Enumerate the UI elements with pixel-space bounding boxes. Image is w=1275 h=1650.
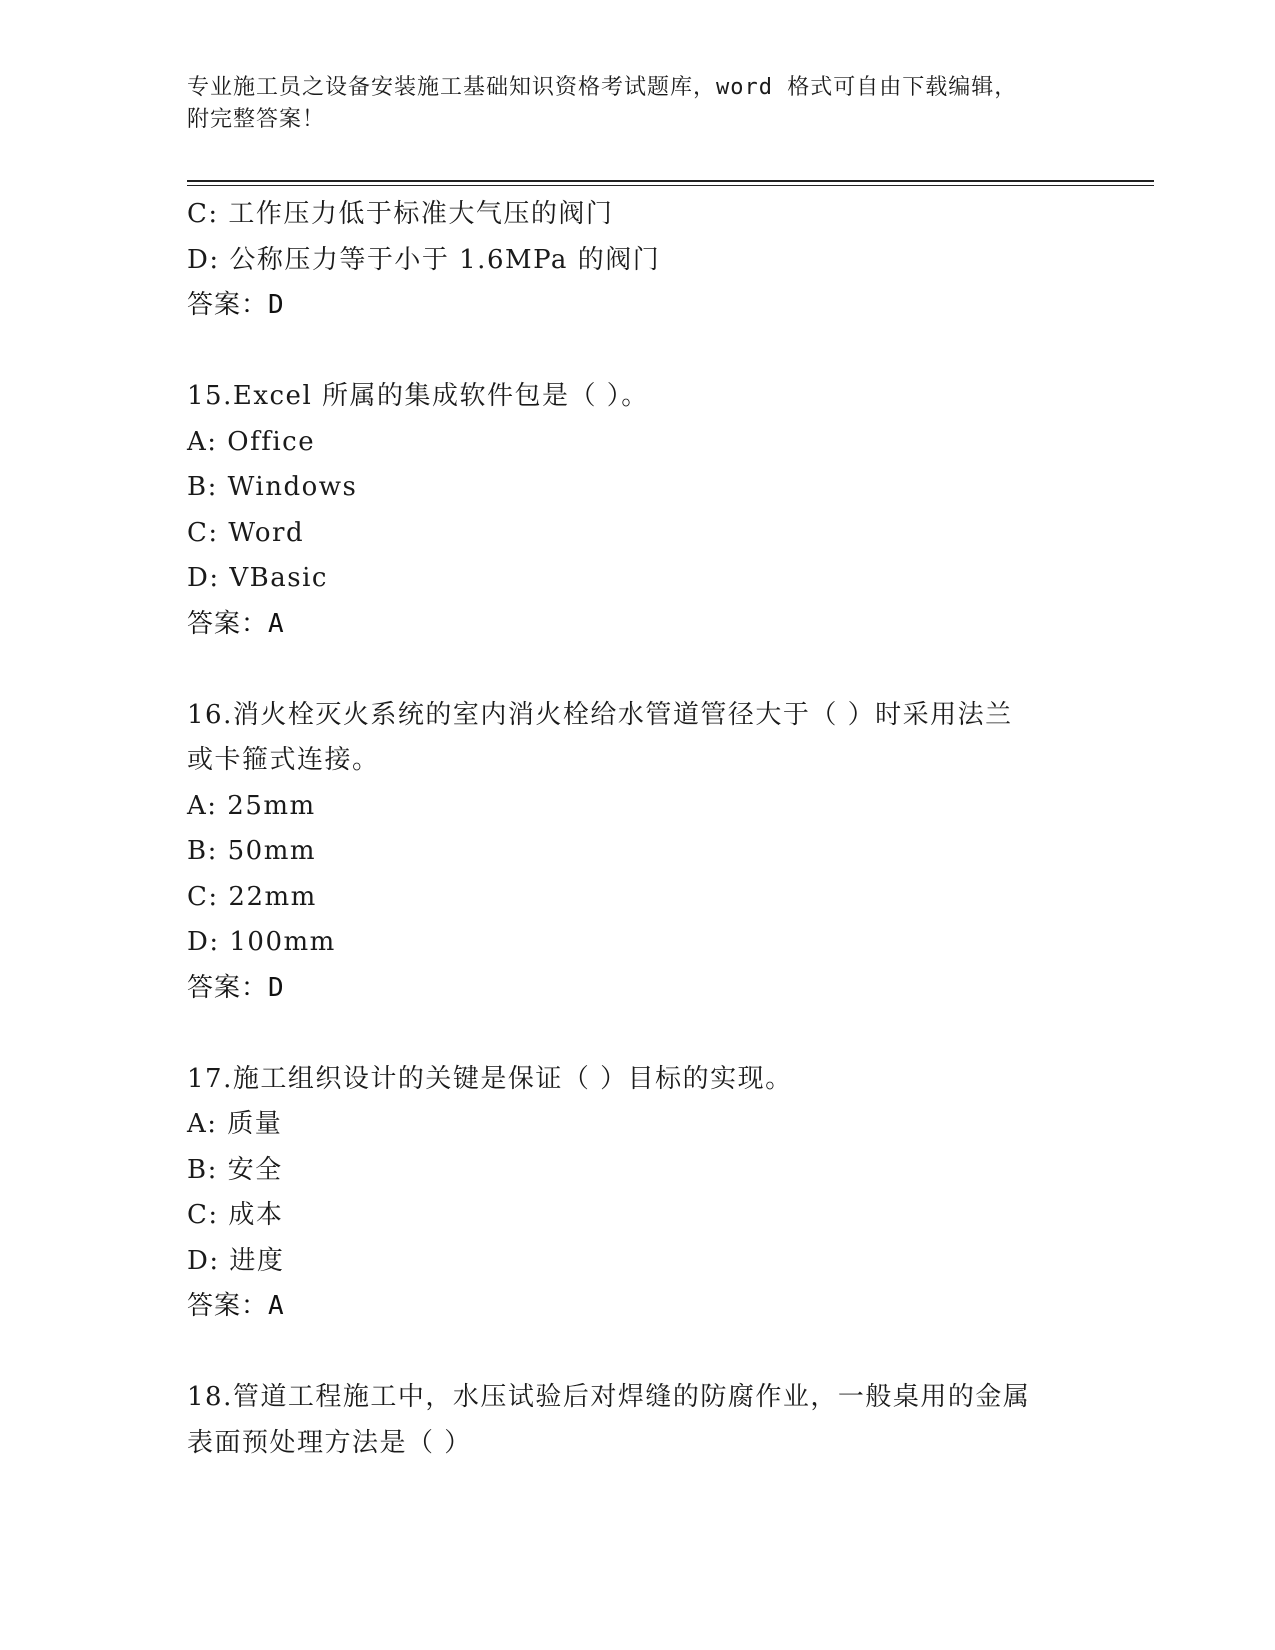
header-rule-thin <box>187 185 1154 186</box>
answer-line: 答案：A <box>187 608 285 639</box>
option-line: A: 25mm <box>187 790 316 821</box>
header-line-2: 附完整答案！ <box>187 107 326 132</box>
option-line: C: 工作压力低于标准大气压的阀门 <box>187 199 614 229</box>
document-header <box>187 72 1147 136</box>
option-line: B: 50mm <box>187 836 317 866</box>
question-list <box>187 192 1087 1466</box>
option-line: A: Office <box>187 426 316 457</box>
question-text: 表面预处理方法是（ ） <box>187 1427 472 1458</box>
option-line: B: Windows <box>187 472 358 502</box>
option-line: C: 22mm <box>187 881 317 912</box>
option-line: C: Word <box>187 517 305 548</box>
option-line: C: 成本 <box>187 1200 284 1230</box>
option-line: D: 100mm <box>187 927 336 957</box>
answer-line: 答案：D <box>187 290 285 320</box>
question-text: 或卡箍式连接。 <box>187 745 380 775</box>
answer-line: 答案：A <box>187 1291 285 1321</box>
spacer <box>187 329 1087 375</box>
spacer <box>187 1330 1087 1376</box>
header-line-1: 专业施工员之设备安装施工基础知识资格考试题库，word 格式可自由下载编辑， <box>187 75 1018 100</box>
header-rule-thick <box>187 180 1154 182</box>
spacer <box>187 647 1087 693</box>
question-text: 18.管道工程施工中，水压试验后对焊缝的防腐作业，一般桌用的金属 <box>187 1382 1031 1412</box>
option-line: D: 公称压力等于小于 1.6MPa 的阀门 <box>187 244 661 275</box>
question-text: 17.施工组织设计的关键是保证（ ）目标的实现。 <box>187 1063 793 1094</box>
answer-line: 答案：D <box>187 972 285 1003</box>
question-text: 15.Excel 所属的集成软件包是（ ）。 <box>187 381 649 411</box>
option-line: D: VBasic <box>187 563 328 593</box>
question-text: 16.消火栓灭火系统的室内消火栓给水管道管径大于（ ）时采用法兰 <box>187 699 1013 730</box>
spacer <box>187 1011 1087 1057</box>
option-line: B: 安全 <box>187 1154 283 1185</box>
option-line: A: 质量 <box>187 1109 283 1139</box>
option-line: D: 进度 <box>187 1245 285 1276</box>
